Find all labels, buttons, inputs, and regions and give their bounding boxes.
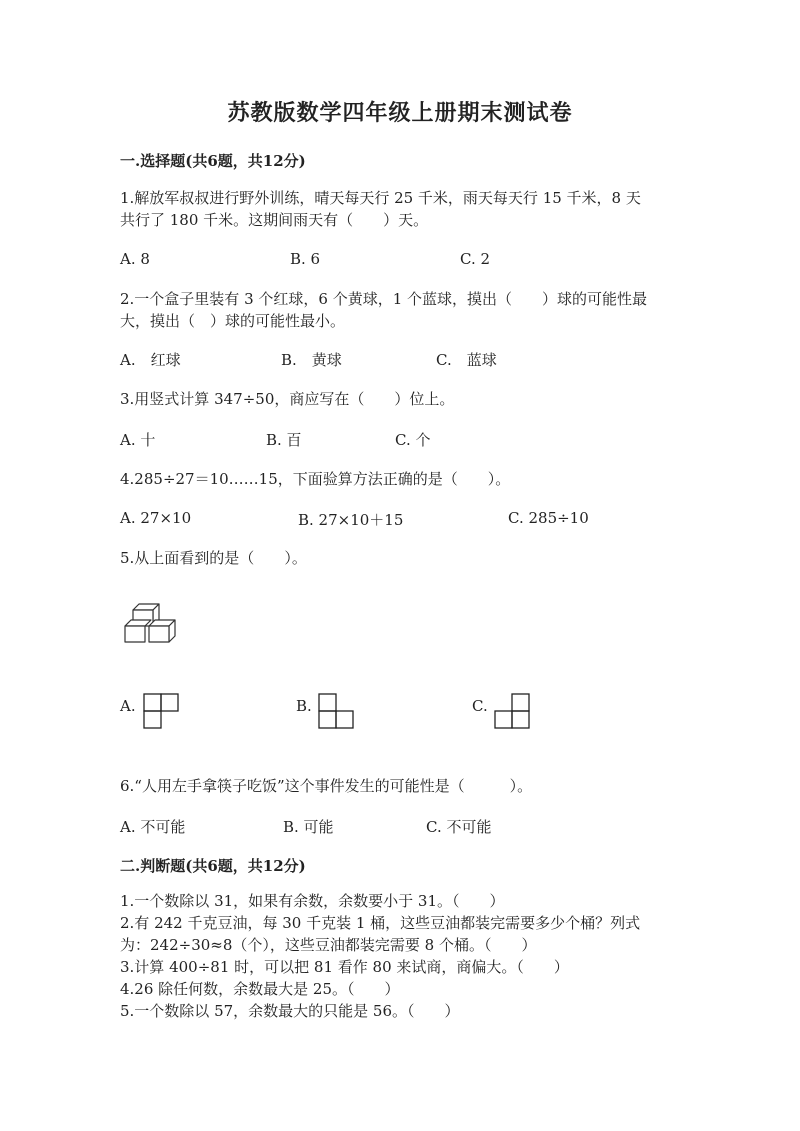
page-title: 苏教版数学四年级上册期末测试卷 — [227, 100, 573, 126]
section-2-heading: 二.判断题(共6题，共12分) — [120, 857, 306, 875]
q2-option-b[interactable]: B. 黄球 — [281, 351, 342, 369]
judgment-line-2: 2.有 242 千克豆油，每 30 千克装 1 桶，这些豆油都装完需要多少个桶？列式 — [120, 914, 641, 932]
question-4-line-1: 4.285÷27＝10……15，下面验算方法正确的是（ ）。 — [120, 470, 511, 488]
cube-stack-figure — [122, 602, 180, 648]
q4-option-c[interactable]: C. 285÷10 — [508, 509, 589, 527]
section-1-heading: 一.选择题(共6题，共12分) — [120, 152, 306, 170]
question-3-line-1: 3.用竖式计算 347÷50，商应写在（ ）位上。 — [120, 390, 455, 408]
q1-option-b[interactable]: B. 6 — [290, 250, 321, 268]
judgment-line-5: 4.26 除任何数，余数最大是 25。（ ） — [120, 980, 400, 998]
q4-option-a[interactable]: A. 27×10 — [120, 509, 192, 527]
q2-option-a[interactable]: A. 红球 — [120, 351, 181, 369]
q5-option-a-label[interactable]: A. — [120, 697, 136, 715]
q6-option-a[interactable]: A. 不可能 — [120, 818, 186, 836]
question-1-line-1: 1.解放军叔叔进行野外训练，晴天每天行 25 千米，雨天每天行 15 千米，8 天 — [120, 189, 641, 207]
q1-option-a[interactable]: A. 8 — [120, 250, 150, 268]
q2-option-c[interactable]: C. 蓝球 — [436, 351, 497, 369]
q6-option-c[interactable]: C. 不可能 — [426, 818, 492, 836]
judgment-line-3: 为：242÷30≈8（个），这些豆油都装完需要 8 个桶。（ ） — [120, 936, 537, 954]
q3-option-b[interactable]: B. 百 — [266, 431, 302, 449]
question-1-line-2: 共行了 180 千米。这期间雨天有（ ）天。 — [120, 211, 429, 229]
judgment-line-1: 1.一个数除以 31，如果有余数，余数要小于 31。（ ） — [120, 892, 505, 910]
q4-option-b[interactable]: B. 27×10＋15 — [298, 511, 404, 529]
judgment-line-4: 3.计算 400÷81 时，可以把 81 看作 80 来试商，商偏大。（ ） — [120, 958, 569, 976]
q3-option-c[interactable]: C. 个 — [395, 431, 431, 449]
q3-option-a[interactable]: A. 十 — [120, 431, 156, 449]
q5-option-a-figure[interactable] — [143, 693, 179, 729]
q5-option-b-label[interactable]: B. — [296, 697, 312, 715]
question-5-line-1: 5.从上面看到的是（ ）。 — [120, 549, 307, 567]
q5-option-b-figure[interactable] — [318, 693, 354, 729]
q6-option-b[interactable]: B. 可能 — [283, 818, 334, 836]
question-2-line-1: 2.一个盒子里装有 3 个红球，6 个黄球，1 个蓝球，摸出（ ）球的可能性最 — [120, 290, 648, 308]
q5-option-c-label[interactable]: C. — [472, 697, 488, 715]
question-2-line-2: 大，摸出（ ）球的可能性最小。 — [120, 312, 346, 330]
question-6-line-1: 6.“人用左手拿筷子吃饭”这个事件发生的可能性是（ ）。 — [120, 777, 533, 795]
q5-option-c-figure[interactable] — [494, 693, 530, 729]
q1-option-c[interactable]: C. 2 — [460, 250, 491, 268]
judgment-line-6: 5.一个数除以 57，余数最大的只能是 56。（ ） — [120, 1002, 460, 1020]
